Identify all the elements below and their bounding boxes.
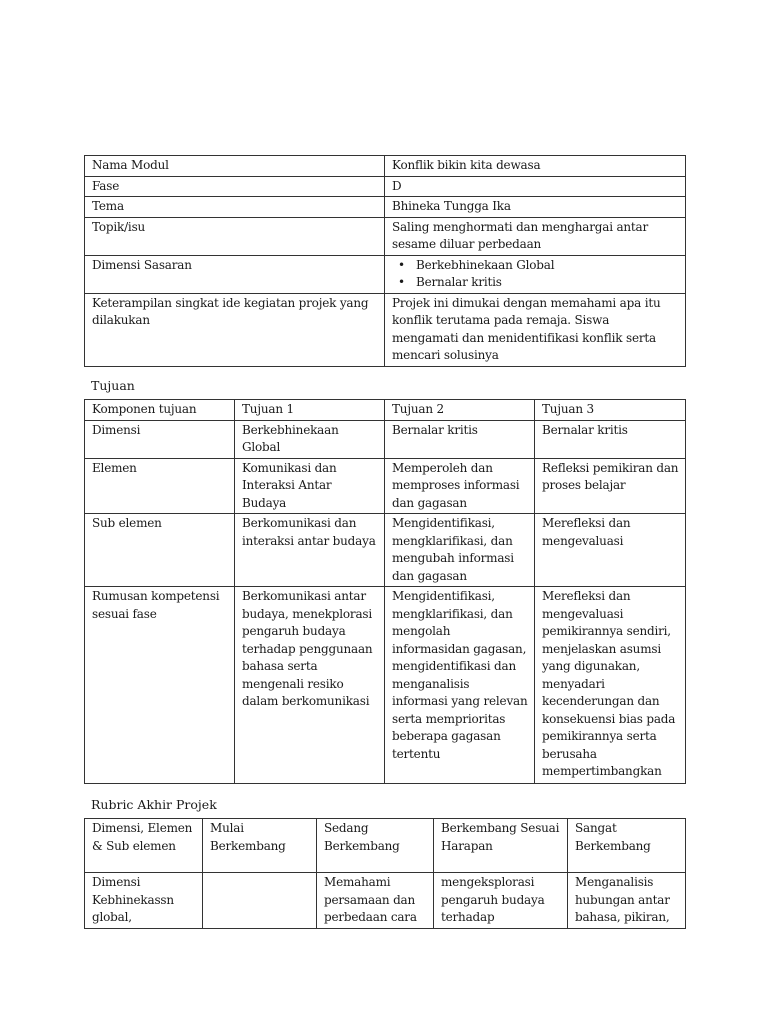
column-header: Tujuan 3 [535, 400, 686, 421]
table-cell: Merefleksi dan mengevaluasi [535, 514, 686, 587]
table-cell: Dimensi Kebhinekassn global, [85, 873, 203, 929]
row-label: Tema [85, 197, 385, 218]
table-row [85, 217, 686, 255]
table-cell: Mengidentifikasi, mengklarifikasi, dan mengubah informasi dan gagasan [385, 514, 535, 587]
table-header-row [85, 400, 686, 421]
column-header: Komponen tujuan [85, 400, 235, 421]
table-cell: Memahami persamaan dan perbedaan cara [317, 873, 434, 929]
table-cell: Merefleksi dan mengevaluasi pemikirannya sendiri, menjelaskan asumsi yang digunakan, menyadari kecenderungan dan konsekuensi bias pada pemikirannya serta berusaha mempertimbangkan [535, 587, 686, 784]
column-header: Sangat Berkembang [568, 819, 686, 873]
column-header: Sedang Berkembang [317, 819, 434, 873]
table-cell: mengeksplorasi pengaruh budaya terhadap [434, 873, 568, 929]
rubric-caption: Rubric Akhir Projek [91, 797, 217, 812]
rubric-table [84, 818, 686, 929]
table-row [85, 176, 686, 197]
table-cell: Berkomunikasi antar budaya, menekplorasi pengaruh budaya terhadap penggunaan bahasa serta mengenali resiko dalam berkomunikasi [235, 587, 385, 784]
table-cell: Dimensi [85, 420, 235, 458]
table-header-row [85, 819, 686, 873]
table-row [85, 255, 686, 293]
module-info-table [84, 155, 686, 367]
tujuan-table [84, 399, 686, 784]
table-cell: Elemen [85, 458, 235, 514]
table-cell: Refleksi pemikiran dan proses belajar [535, 458, 686, 514]
table-cell: Rumusan kompetensi sesuai fase [85, 587, 235, 784]
module-info-table-wrapper [84, 155, 685, 367]
tujuan-table-wrapper [84, 399, 685, 784]
table-cell: Komunikasi dan Interaksi Antar Budaya [235, 458, 385, 514]
row-value: Projek ini dimukai dengan memahami apa itu konflik terutama pada remaja. Siswa mengamati dan menidentifikasi konflik serta mencari solusinya [385, 293, 686, 366]
column-header: Dimensi, Elemen & Sub elemen [85, 819, 203, 873]
row-value [385, 255, 686, 293]
list-item: • Bernalar kritis [410, 274, 679, 292]
table-cell [203, 873, 317, 929]
rubric-table-wrapper [84, 818, 685, 929]
table-cell: Sub elemen [85, 514, 235, 587]
table-row [85, 293, 686, 366]
table-row [85, 458, 686, 514]
row-label: Dimensi Sasaran [85, 255, 385, 293]
table-row [85, 587, 686, 784]
table-row [85, 873, 686, 929]
table-row [85, 514, 686, 587]
list-item: • Berkebhinekaan Global [410, 257, 679, 275]
table-cell: Menganalisis hubungan antar bahasa, pikiran, [568, 873, 686, 929]
row-value: Saling menghormati dan menghargai antar sesame diluar perbedaan [385, 217, 686, 255]
row-label: Nama Modul [85, 156, 385, 177]
column-header: Mulai Berkembang [203, 819, 317, 873]
row-value: Bhineka Tungga Ika [385, 197, 686, 218]
table-cell: Berkebhinekaan Global [235, 420, 385, 458]
table-cell: Bernalar kritis [535, 420, 686, 458]
table-cell: Berkomunikasi dan interaksi antar budaya [235, 514, 385, 587]
row-value: Konflik bikin kita dewasa [385, 156, 686, 177]
table-cell: Mengidentifikasi, mengklarifikasi, dan mengolah informasidan gagasan, mengidentifikasi dan menganalisis informasi yang relevan serta memprioritas beberapa gagasan tertentu [385, 587, 535, 784]
column-header: Tujuan 1 [235, 400, 385, 421]
tujuan-caption: Tujuan [91, 378, 135, 393]
row-label: Topik/isu [85, 217, 385, 255]
row-label: Keterampilan singkat ide kegiatan projek yang dilakukan [85, 293, 385, 366]
table-row [85, 420, 686, 458]
table-row [85, 197, 686, 218]
column-header: Berkembang Sesuai Harapan [434, 819, 568, 873]
row-value: D [385, 176, 686, 197]
table-cell: Memperoleh dan memproses informasi dan gagasan [385, 458, 535, 514]
column-header: Tujuan 2 [385, 400, 535, 421]
table-cell: Bernalar kritis [385, 420, 535, 458]
row-label: Fase [85, 176, 385, 197]
dimension-target-list [392, 257, 679, 292]
table-row [85, 156, 686, 177]
